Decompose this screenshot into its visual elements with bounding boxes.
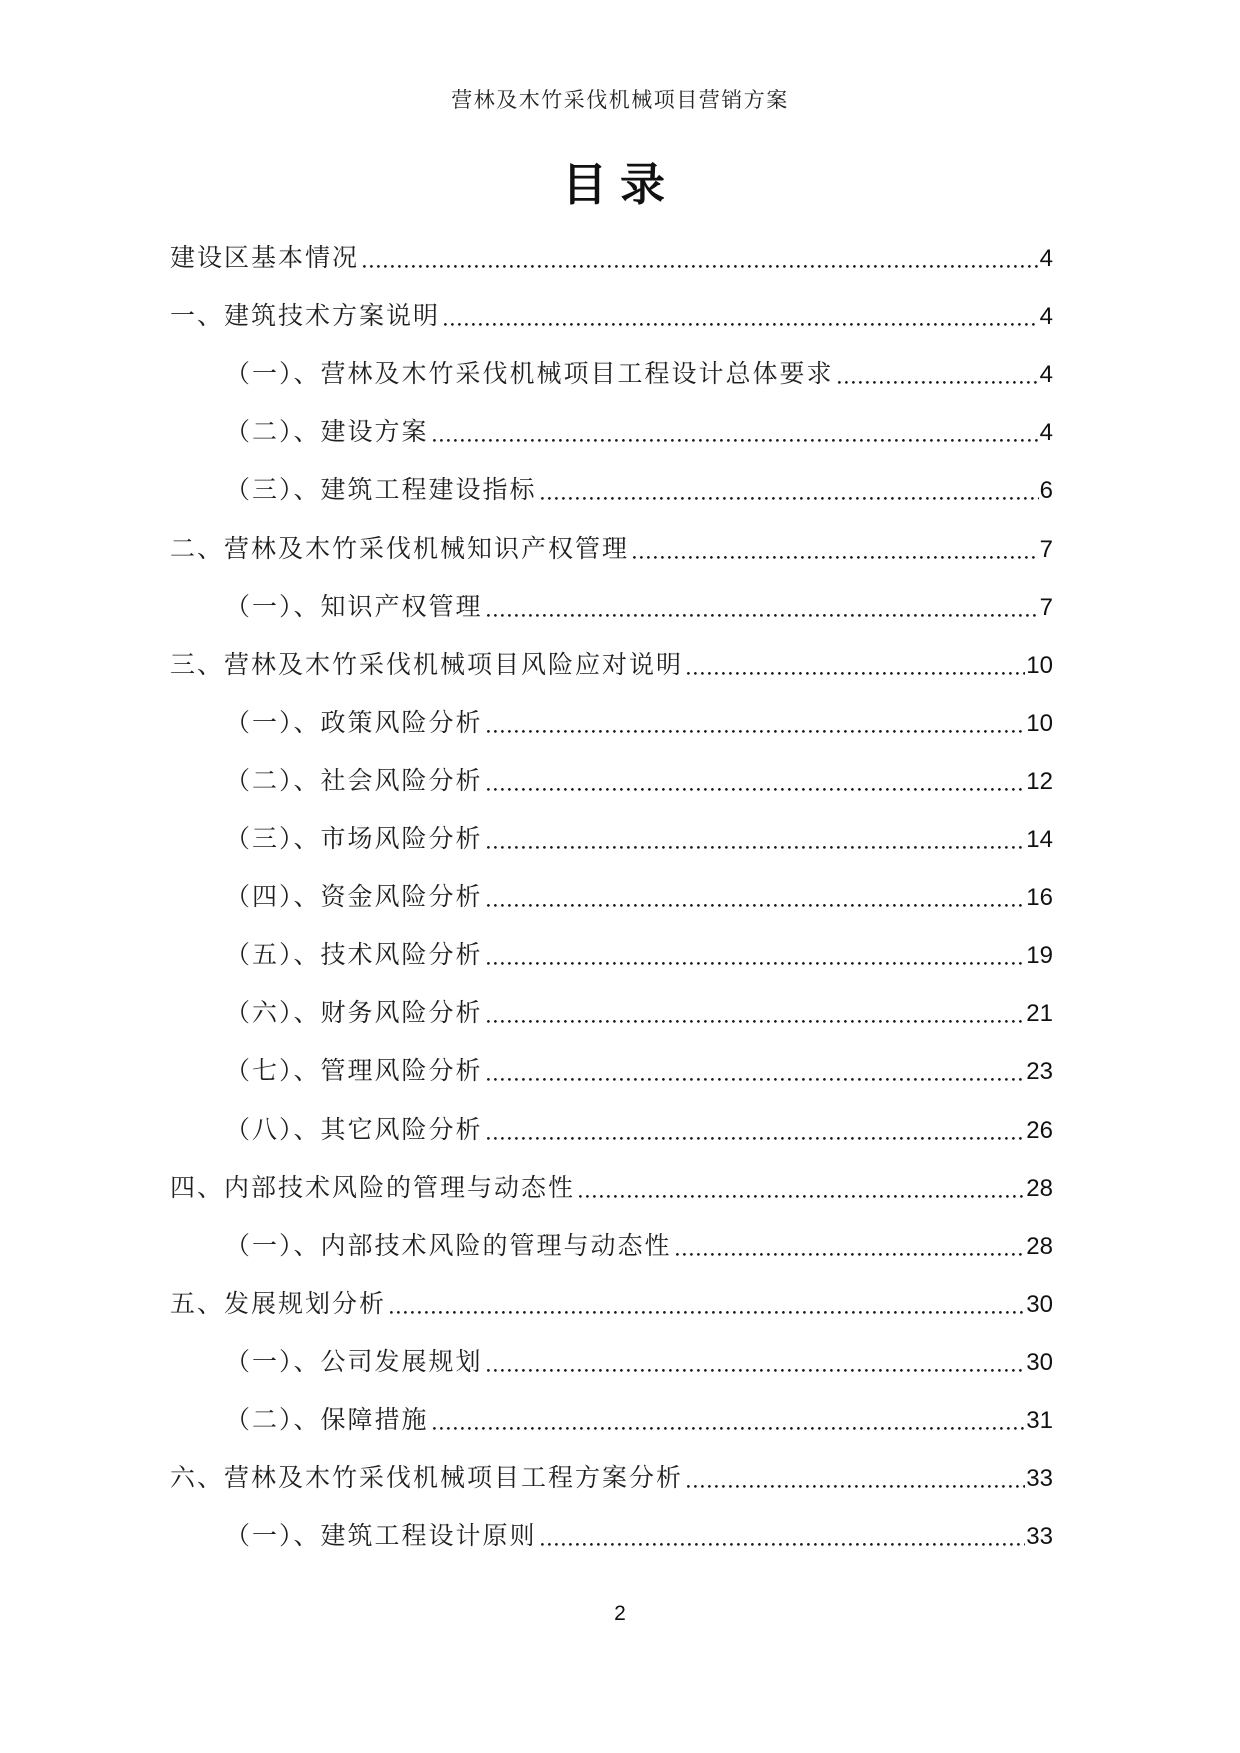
- toc-entry-page-number: 28: [1026, 1232, 1053, 1260]
- toc-dot-leader: [487, 1020, 1026, 1023]
- toc-entry-label: （二）、社会风险分析: [225, 767, 483, 795]
- toc-entry[interactable]: [170, 1216, 1053, 1274]
- toc-dot-leader: [433, 439, 1039, 442]
- toc-dot-leader: [363, 265, 1039, 268]
- toc-dot-leader: [687, 672, 1025, 675]
- toc-entry-label: （四）、资金风险分析: [225, 884, 483, 912]
- toc-dot-leader: [487, 788, 1026, 791]
- toc-entry[interactable]: [170, 460, 1053, 518]
- toc-entry-label: 六、营林及木竹采伐机械项目工程方案分析: [170, 1465, 684, 1493]
- toc-entry[interactable]: [170, 925, 1053, 983]
- toc-entry-page-number: 16: [1026, 884, 1053, 912]
- toc-entry-page-number: 19: [1026, 942, 1053, 970]
- toc-entry-label: （七）、管理风险分析: [225, 1058, 483, 1086]
- toc-entry[interactable]: [170, 1390, 1053, 1448]
- toc-entry-label: 五、发展规划分析: [170, 1290, 387, 1318]
- toc-entry-page-number: 28: [1026, 1174, 1053, 1202]
- toc-dot-leader: [487, 904, 1026, 907]
- toc-dot-leader: [487, 962, 1026, 965]
- toc-entry[interactable]: [170, 1158, 1053, 1216]
- toc-entry-page-number: 4: [1039, 303, 1053, 331]
- toc-entry-page-number: 12: [1026, 767, 1053, 795]
- toc-entry-page-number: 4: [1039, 419, 1053, 447]
- toc-entry-page-number: 14: [1026, 826, 1053, 854]
- toc-dot-leader: [390, 1311, 1025, 1314]
- toc-entry-page-number: 10: [1026, 651, 1053, 679]
- toc-entry[interactable]: [170, 518, 1053, 576]
- toc-dot-leader: [633, 556, 1039, 559]
- toc-entry-page-number: 4: [1039, 245, 1053, 273]
- toc-entry-page-number: 6: [1039, 477, 1053, 505]
- toc-entry[interactable]: [170, 693, 1053, 751]
- toc-entry-label: （一）、公司发展规划: [225, 1348, 483, 1376]
- toc-entry[interactable]: [170, 635, 1053, 693]
- toc-entry-label: 一、建筑技术方案说明: [170, 303, 441, 331]
- toc-entry-label: （一）、知识产权管理: [225, 593, 483, 621]
- toc-entry-label: （六）、财务风险分析: [225, 1000, 483, 1028]
- toc-entry-label: 四、内部技术风险的管理与动态性: [170, 1174, 576, 1202]
- toc-entry-page-number: 7: [1039, 535, 1053, 563]
- toc-dot-leader: [487, 1137, 1026, 1140]
- toc-entry-page-number: 23: [1026, 1058, 1053, 1086]
- toc-entry-page-number: 7: [1039, 593, 1053, 621]
- toc-entry[interactable]: [170, 809, 1053, 867]
- toc-entry[interactable]: [170, 983, 1053, 1041]
- toc-entry-label: 三、营林及木竹采伐机械项目风险应对说明: [170, 651, 684, 679]
- toc-entry-page-number: 30: [1026, 1348, 1053, 1376]
- toc-entry-label: （三）、市场风险分析: [225, 826, 483, 854]
- toc-entry[interactable]: [170, 1332, 1053, 1390]
- toc-dot-leader: [487, 1369, 1026, 1372]
- toc-entry[interactable]: [170, 402, 1053, 460]
- toc-entry-page-number: 33: [1026, 1465, 1053, 1493]
- toc-entry-page-number: 21: [1026, 1000, 1053, 1028]
- toc-entry-label: 二、营林及木竹采伐机械知识产权管理: [170, 535, 630, 563]
- toc-entry-label: （二）、建设方案: [225, 419, 429, 447]
- toc-entry[interactable]: [170, 1041, 1053, 1099]
- toc-page-title: 目录: [561, 160, 678, 210]
- document-header-title: 营林及木竹采伐机械项目营销方案: [451, 88, 789, 112]
- toc-entry-page-number: 33: [1026, 1523, 1053, 1551]
- toc-dot-leader: [541, 1543, 1026, 1546]
- toc-dot-leader: [541, 497, 1039, 500]
- toc-entry-label: （八）、其它风险分析: [225, 1116, 483, 1144]
- toc-entry-label: （二）、保障措施: [225, 1406, 429, 1434]
- toc-entry-page-number: 10: [1026, 709, 1053, 737]
- toc-entry[interactable]: [170, 867, 1053, 925]
- toc-entry[interactable]: [170, 286, 1053, 344]
- toc-dot-leader: [838, 381, 1039, 384]
- toc-entry-label: （五）、技术风险分析: [225, 942, 483, 970]
- toc-entry-page-number: 26: [1026, 1116, 1053, 1144]
- toc-entry[interactable]: [170, 1448, 1053, 1506]
- toc-entry[interactable]: [170, 1099, 1053, 1157]
- toc-dot-leader: [487, 614, 1039, 617]
- toc-entry[interactable]: [170, 228, 1053, 286]
- toc-dot-leader: [444, 323, 1039, 326]
- toc-dot-leader: [687, 1485, 1025, 1488]
- toc-entry[interactable]: [170, 344, 1053, 402]
- toc-entry[interactable]: [170, 1506, 1053, 1564]
- toc-dot-leader: [676, 1253, 1026, 1256]
- toc-dot-leader: [433, 1427, 1026, 1430]
- toc-dot-leader: [487, 1078, 1026, 1081]
- toc-entry-label: （一）、政策风险分析: [225, 709, 483, 737]
- toc-entry-page-number: 31: [1026, 1406, 1053, 1434]
- toc-entry-label: （一）、建筑工程设计原则: [225, 1523, 537, 1551]
- toc-dot-leader: [487, 846, 1026, 849]
- toc-entry[interactable]: [170, 577, 1053, 635]
- toc-dot-leader: [579, 1195, 1025, 1198]
- footer-page-number: 2: [614, 1602, 626, 1625]
- toc-entry-label: （一）、营林及木竹采伐机械项目工程设计总体要求: [225, 361, 834, 389]
- toc-entry-page-number: 4: [1039, 361, 1053, 389]
- toc-entry-label: （一）、内部技术风险的管理与动态性: [225, 1232, 672, 1260]
- toc-dot-leader: [487, 730, 1026, 733]
- toc-entry-label: 建设区基本情况: [170, 245, 360, 273]
- toc-entry-page-number: 30: [1026, 1290, 1053, 1318]
- toc-list: [170, 228, 1053, 1564]
- toc-entry[interactable]: [170, 1274, 1053, 1332]
- toc-entry-label: （三）、建筑工程建设指标: [225, 477, 537, 505]
- toc-entry[interactable]: [170, 751, 1053, 809]
